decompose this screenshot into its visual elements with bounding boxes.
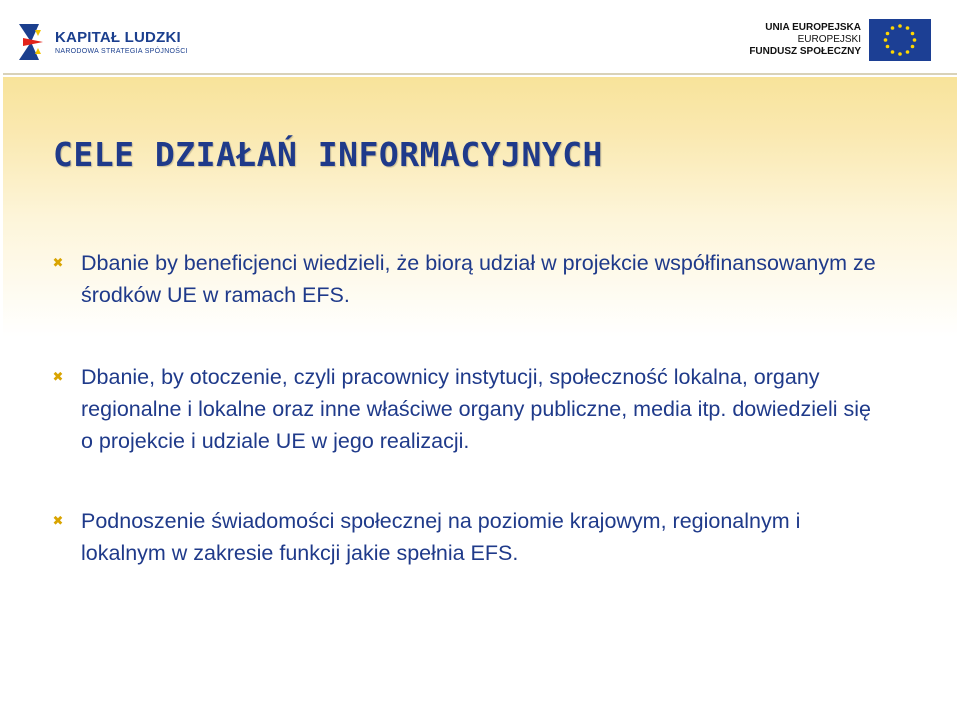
eu-logo <box>749 17 931 63</box>
bullet-line: o projekcie i udziale UE w jego realizacji. <box>81 429 470 453</box>
bullet-line: Dbanie, by otoczenie, czyli pracownicy instytucji, społeczność lokalna, organy <box>81 365 820 389</box>
slide-header <box>3 3 957 75</box>
eu-logo-text <box>749 22 861 58</box>
kapital-ludzki-logo <box>17 17 188 67</box>
slide-title: CELE DZIAŁAŃ INFORMACYJNYCH <box>53 135 603 174</box>
bullet-line: Podnoszenie świadomości społecznej na poziomie krajowym, regionalnym i <box>81 509 801 533</box>
bullet-line: Dbanie by beneficjenci wiedzieli, że biorą udział w projekcie współfinansowanym ze <box>81 251 876 275</box>
kapital-ludzki-title: KAPITAŁ LUDZKI <box>55 28 181 46</box>
eu-logo-line1: UNIA EUROPEJSKA <box>765 22 861 33</box>
kapital-ludzki-text <box>55 30 188 55</box>
eu-logo-line2: EUROPEJSKI <box>797 34 861 45</box>
cross-bullet-icon: ✖ <box>52 370 64 385</box>
cross-bullet-icon: ✖ <box>52 514 64 529</box>
kapital-ludzki-subtitle: NARODOWA STRATEGIA SPÓJNOŚCI <box>55 47 188 55</box>
bullet-list <box>3 77 957 713</box>
bullet-line: lokalnym w zakresie funkcji jakie spełnia EFS. <box>81 541 519 565</box>
cross-bullet-icon: ✖ <box>52 256 64 271</box>
bullet-line: środków UE w ramach EFS. <box>81 283 350 307</box>
bullet-text <box>81 361 931 457</box>
slide-content <box>3 77 957 713</box>
bullet-line: regionalne i lokalne oraz inne właściwe organy publiczne, media itp. dowiedzieli się <box>81 397 871 421</box>
bullet-text <box>81 247 931 311</box>
bullet-text <box>81 505 931 569</box>
kapital-ludzki-emblem-icon <box>17 20 47 64</box>
eu-flag-icon <box>869 19 931 61</box>
eu-logo-line3: FUNDUSZ SPOŁECZNY <box>749 46 861 57</box>
